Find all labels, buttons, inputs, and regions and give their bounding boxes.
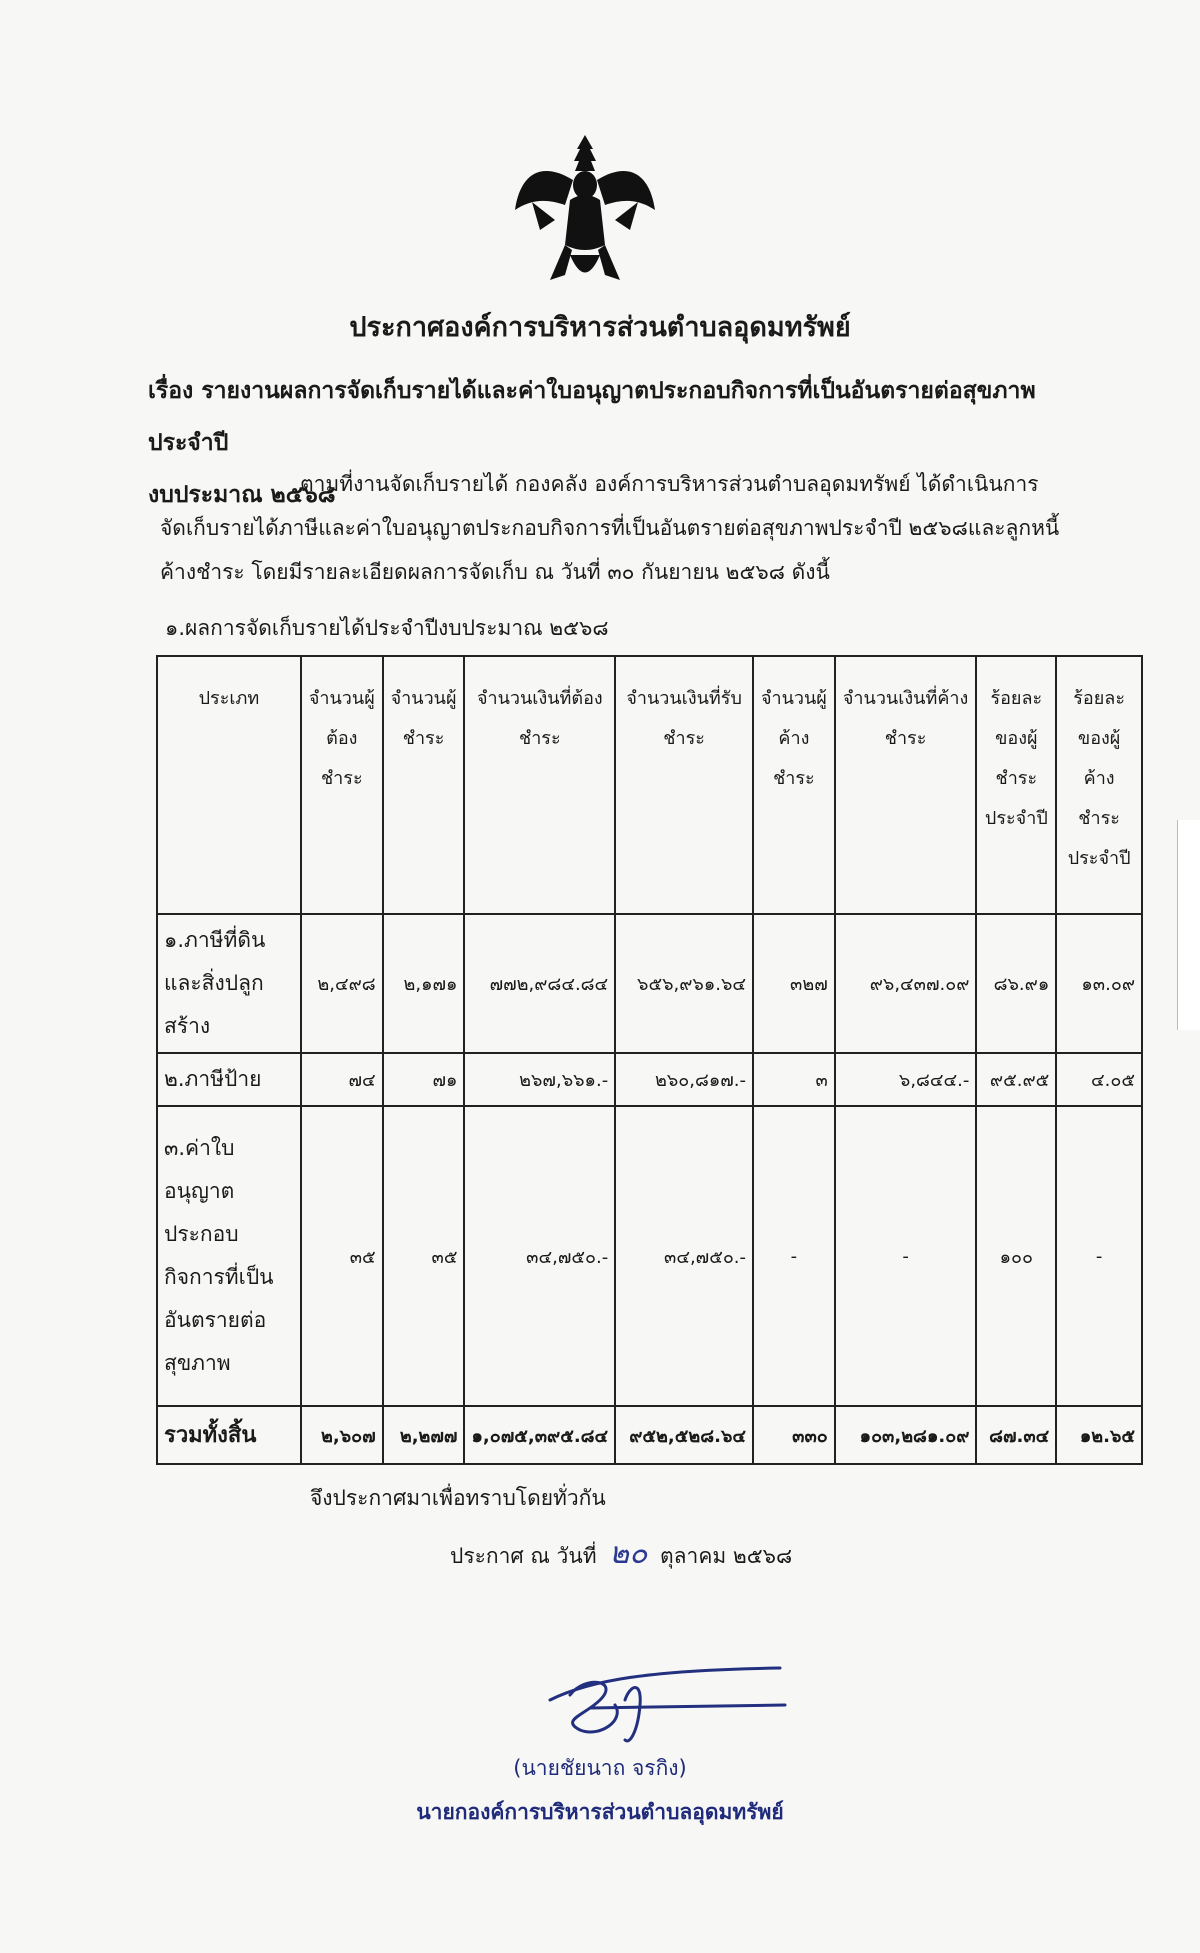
header-payers-outstanding: จำนวนผู้ค้างชำระ: [753, 656, 835, 914]
header-percent-paid: ร้อยละของผู้ชำระประจำปี: [976, 656, 1056, 914]
cell: ๓๕: [301, 1106, 383, 1406]
header-type: ประเภท: [157, 656, 301, 914]
cell: -: [753, 1106, 835, 1406]
cell: ๒๖๗,๖๖๑.-: [464, 1053, 615, 1106]
cell: ๑๒.๖๕: [1056, 1406, 1142, 1464]
cell: -: [1056, 1106, 1142, 1406]
announce-day: ๒๐: [609, 1536, 648, 1571]
header-payers-paid: จำนวนผู้ชำระ: [383, 656, 465, 914]
section-title: ๑.ผลการจัดเก็บรายได้ประจำปีงบประมาณ ๒๕๖๘: [165, 616, 609, 640]
row-type: ๒.ภาษีป้าย: [157, 1053, 301, 1106]
cell: ๘๗.๓๔: [976, 1406, 1056, 1464]
row-type: ๓.ค่าใบอนุญาตประกอบกิจการที่เป็นอันตรายต่อสุขภาพ: [157, 1106, 301, 1406]
cell: ๒,๒๗๗: [383, 1406, 465, 1464]
cell: ๗๔: [301, 1053, 383, 1106]
cell: ๑๓.๐๙: [1056, 914, 1142, 1053]
subject-line-1: เรื่อง รายงานผลการจัดเก็บรายได้และค่าใบอนุญาตประกอบกิจการที่เป็นอันตรายต่อสุขภาพประจำปี: [148, 378, 1036, 456]
signatory-name: (นายชัยนาถ จรกิง): [513, 1756, 687, 1780]
cell: ๔.๐๕: [1056, 1053, 1142, 1106]
signatory-position: นายกองค์การบริหารส่วนตำบลอุดมทรัพย์: [416, 1800, 784, 1824]
announcement-date: [450, 1530, 792, 1577]
cell: ๓: [753, 1053, 835, 1106]
row-type: ๑.ภาษีที่ดินและสิ่งปลูกสร้าง: [157, 914, 301, 1053]
garuda-emblem-icon: [510, 130, 660, 290]
cell: ๖๕๖,๙๖๑.๖๔: [615, 914, 753, 1053]
handwritten-signature: [530, 1660, 830, 1760]
header-percent-outstanding: ร้อยละของผู้ค้างชำระประจำปี: [1056, 656, 1142, 914]
header-amount-due: จำนวนเงินที่ต้องชำระ: [464, 656, 615, 914]
cell: -: [835, 1106, 977, 1406]
body-line-2: จัดเก็บรายได้ภาษีและค่าใบอนุญาตประกอบกิจการที่เป็นอันตรายต่อสุขภาพประจำปี ๒๕๖๘และลูกหนี้: [160, 516, 1060, 540]
cell: ๗๗๒,๙๘๔.๘๔: [464, 914, 615, 1053]
cell: ๒,๖๐๗: [301, 1406, 383, 1464]
cell: ๒๖๐,๘๑๗.-: [615, 1053, 753, 1106]
cell: ๓๒๗: [753, 914, 835, 1053]
revenue-table: [156, 655, 1143, 1465]
table-total-row: [157, 1406, 1142, 1464]
header-amount-outstanding: จำนวนเงินที่ค้างชำระ: [835, 656, 977, 914]
cell: ๓๔,๗๕๐.-: [464, 1106, 615, 1406]
body-paragraph: [160, 462, 1060, 594]
cell: ๙๖,๔๓๗.๐๙: [835, 914, 977, 1053]
header-payers-due: จำนวนผู้ต้องชำระ: [301, 656, 383, 914]
total-label: รวมทั้งสิ้น: [157, 1406, 301, 1464]
table-row: [157, 914, 1142, 1053]
cell: ๙๕.๙๕: [976, 1053, 1056, 1106]
cell: ๓๓๐: [753, 1406, 835, 1464]
table-row: [157, 1106, 1142, 1406]
announce-prefix: ประกาศ ณ วันที่: [450, 1544, 597, 1568]
header-amount-received: จำนวนเงินที่รับชำระ: [615, 656, 753, 914]
cell: ๓๔,๗๕๐.-: [615, 1106, 753, 1406]
cell: ๗๑: [383, 1053, 465, 1106]
cell: ๓๕: [383, 1106, 465, 1406]
cell: ๖,๘๔๔.-: [835, 1053, 977, 1106]
document-title: ประกาศองค์การบริหารส่วนตำบลอุดมทรัพย์: [349, 312, 851, 343]
subject-line-2: งบประมาณ ๒๕๖๘: [148, 482, 336, 508]
cell: ๒,๑๗๑: [383, 914, 465, 1053]
cell: ๘๖.๙๑: [976, 914, 1056, 1053]
adjacent-page-edge: [1177, 820, 1200, 1030]
cell: ๑๐๐: [976, 1106, 1056, 1406]
closing-statement: จึงประกาศมาเพื่อทราบโดยทั่วกัน: [310, 1486, 606, 1510]
cell: ๑๐๓,๒๘๑.๐๙: [835, 1406, 977, 1464]
table-row: [157, 1053, 1142, 1106]
cell: ๙๕๒,๕๒๘.๖๔: [615, 1406, 753, 1464]
cell: ๑,๐๗๕,๓๙๕.๘๔: [464, 1406, 615, 1464]
body-line-1: ตามที่งานจัดเก็บรายได้ กองคลัง องค์การบริหารส่วนตำบลอุดมทรัพย์ ได้ดำเนินการ: [300, 472, 1039, 496]
table-header-row: [157, 656, 1142, 914]
cell: ๒,๔๙๘: [301, 914, 383, 1053]
body-line-3: ค้างชำระ โดยมีรายละเอียดผลการจัดเก็บ ณ วันที่ ๓๐ กันยายน ๒๕๖๘ ดังนี้: [160, 560, 830, 584]
announce-suffix: ตุลาคม ๒๕๖๘: [660, 1544, 793, 1568]
